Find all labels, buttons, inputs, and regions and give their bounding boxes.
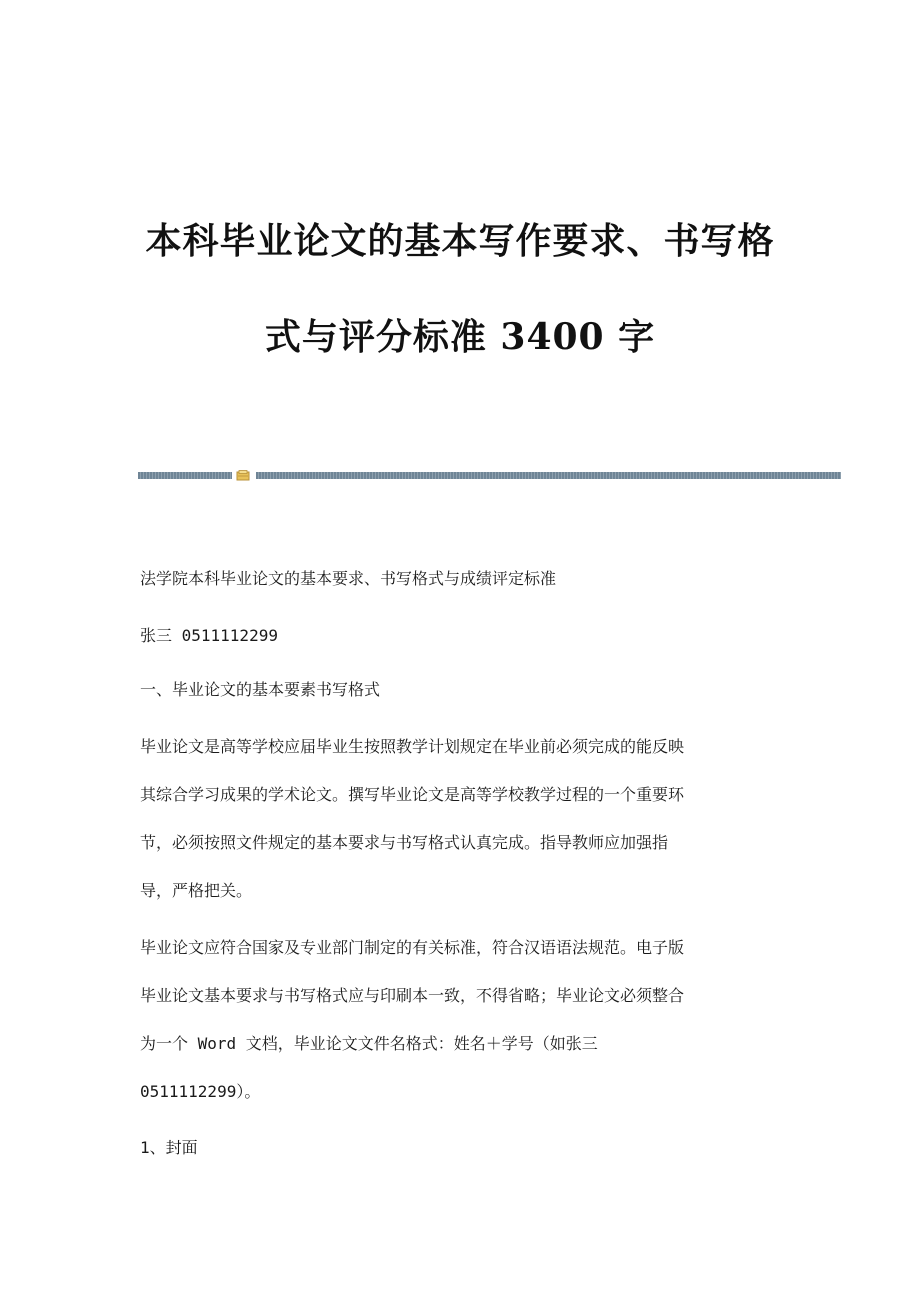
author-line: 张三 0511112299 [140, 626, 278, 645]
paragraph-2-line: 为一个 Word 文档，毕业论文文件名格式：姓名＋学号（如张三 [140, 1034, 598, 1053]
paragraph-2 [140, 924, 780, 1116]
paragraph-1-line: 节，必须按照文件规定的基本要求与书写格式认真完成。指导教师应加强指 [140, 833, 669, 852]
section-heading-1: 一、毕业论文的基本要素书写格式 [140, 680, 381, 699]
paragraph-2-line: 毕业论文应符合国家及专业部门制定的有关标准，符合汉语语法规范。电子版 [140, 938, 685, 957]
title-divider [138, 470, 841, 481]
title-line-2: 式与评分标准 3400 字 [264, 316, 656, 358]
paragraph-1-line: 其综合学习成果的学术论文。撰写毕业论文是高等学校教学过程的一个重要环 [140, 785, 685, 804]
divider-ornament-icon [236, 470, 250, 481]
divider-bar-right [256, 472, 841, 479]
paragraph-2-line: 毕业论文基本要求与书写格式应与印刷本一致，不得省略；毕业论文必须整合 [140, 986, 685, 1005]
paragraph-1-line: 毕业论文是高等学校应届毕业生按照教学计划规定在毕业前必须完成的能反映 [140, 737, 685, 756]
title-line-1: 本科毕业论文的基本写作要求、书写格 [145, 220, 775, 262]
list-item-cover: 1、封面 [140, 1138, 198, 1157]
paragraph-1-line: 导，严格把关。 [140, 881, 253, 900]
divider-bar-left [138, 472, 232, 479]
doc-heading: 法学院本科毕业论文的基本要求、书写格式与成绩评定标准 [140, 569, 557, 588]
paragraph-2-line: 0511112299）。 [140, 1082, 261, 1101]
paragraph-1 [140, 723, 780, 915]
